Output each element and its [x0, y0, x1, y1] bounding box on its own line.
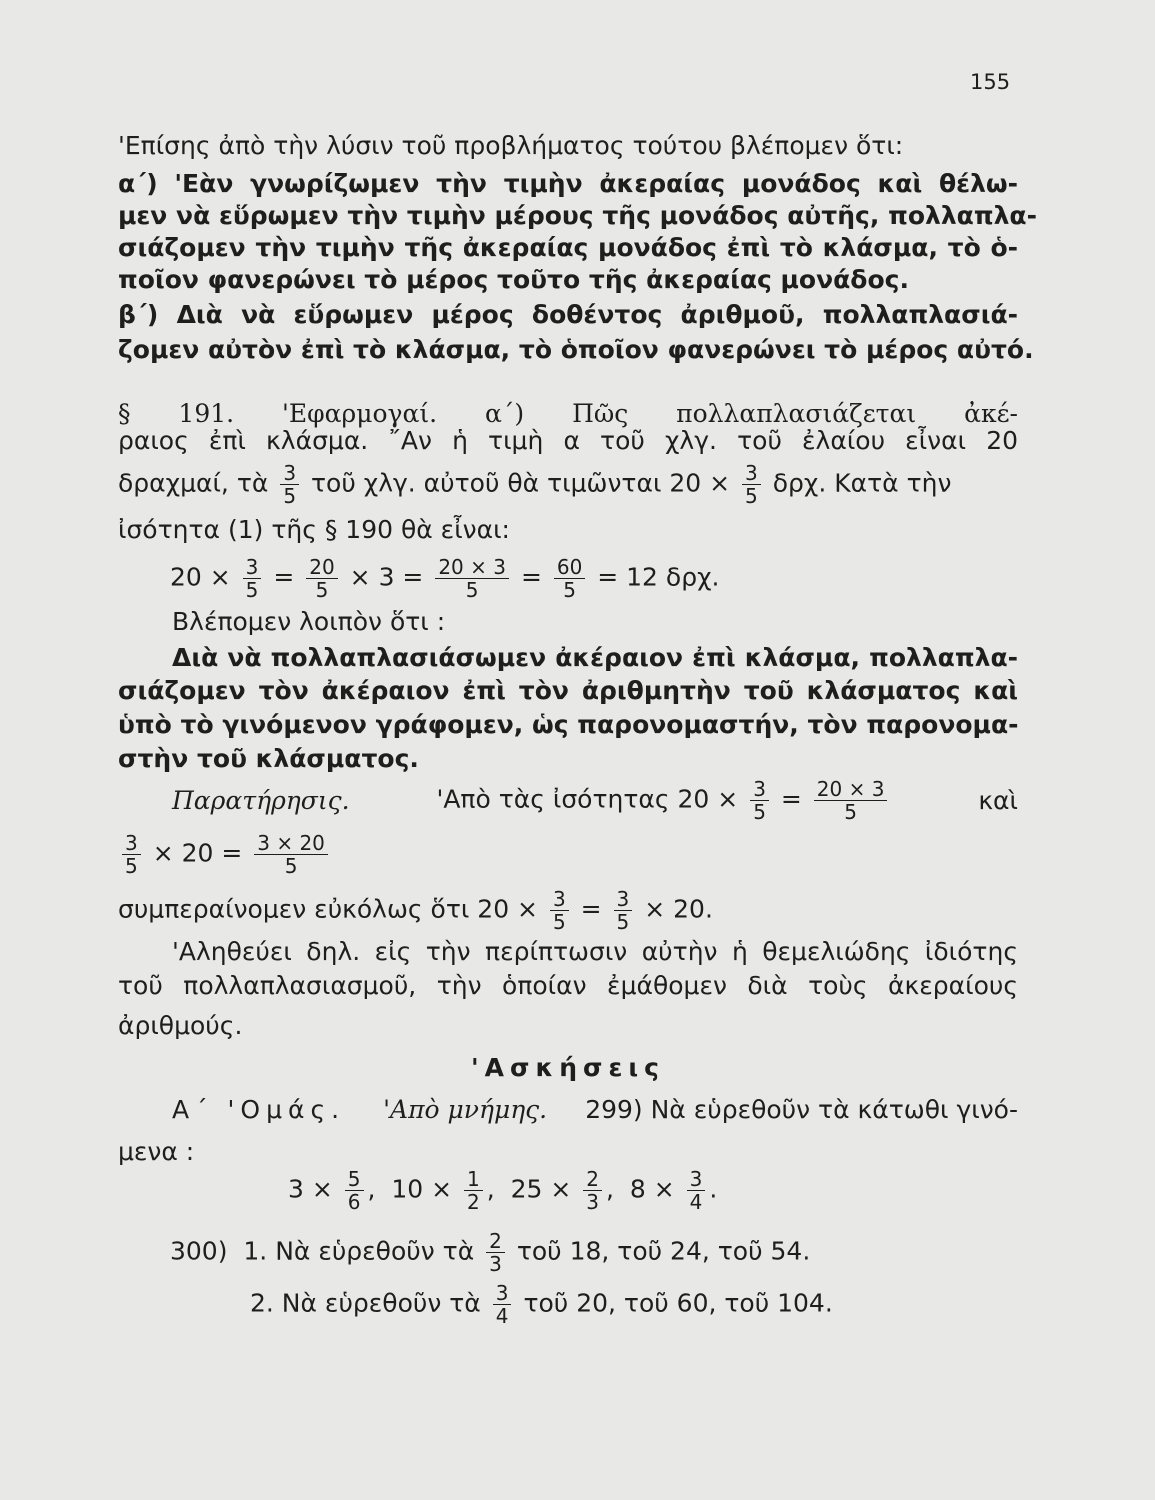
remark-label: Παρατήρησις.	[172, 785, 350, 815]
fraction-three-fifths: $\frac{3}{5}$	[742, 462, 761, 507]
equation-mid: × 3 =	[349, 562, 424, 592]
fraction-twenty-fifths: $\frac{20}{5}$	[306, 556, 337, 601]
section-line-3-a: δραχμαί, τὰ	[118, 468, 269, 498]
equation-main	[170, 556, 1070, 601]
equals-sign: =	[273, 562, 295, 592]
truth-line-3: ἀριθμούς.	[118, 1011, 243, 1040]
remark-line-3: συμπεραίνομεν εὐκόλως ὅτι 20 × $\frac{3}{5}$ = $\frac{3}{5}$ × 20.	[118, 887, 713, 934]
rule-b-line-2: ζομεν αὐτὸν ἐπὶ τὸ κλάσμα, τὸ ὁποῖον φανερώνει τὸ μέρος αὐτό.	[118, 335, 1034, 364]
section-line-3-c: δρχ. Κατὰ τὴν	[772, 468, 952, 498]
section-heading: § 191. 'Εφαρμογαί. α΄) Πῶς πολλαπλασιάζεται ἀκέ-	[118, 399, 1018, 428]
fraction-five-sixths: $\frac{5}{6}$	[345, 1168, 364, 1213]
group-label: Α΄ 'Ομάς.	[172, 1095, 346, 1124]
fraction-two-thirds: $\frac{2}{3}$	[486, 1230, 505, 1275]
section-line-2: ραιος ἐπὶ κλάσμα. ῎Αν ἡ τιμὴ α τοῦ χλγ. τοῦ ἐλαίου εἶναι 20	[118, 426, 1018, 455]
remark-kai: καὶ	[978, 785, 1018, 815]
truth-line-1: 'Αληθεύει δηλ. εἰς τὴν περίπτωσιν αὐτὴν ἡ θεμελιώδης ἰδιότης	[172, 937, 1018, 966]
rule-c-line-1: Διὰ νὰ πολλαπλασιάσωμεν ἀκέραιον ἐπὶ κλάσμα, πολλαπλα-	[172, 643, 1018, 672]
rule-c-line-2: σιάζομεν τὸν ἀκέραιον ἐπὶ τὸν ἀριθμητὴν τοῦ κλάσματος καὶ	[118, 676, 1018, 705]
page-number: 155	[970, 70, 1011, 94]
fraction-three-fifths: $\frac{3}{5}$	[750, 778, 769, 823]
rule-c-line-3: ὑπὸ τὸ γινόμενον γράφομεν, ὡς παρονομαστήν, τὸν παρονομα-	[118, 710, 1019, 739]
rule-a-line-4: ποῖον φανερώνει τὸ μέρος τοῦτο τῆς ἀκεραίας μονάδος.	[118, 265, 909, 294]
fraction-one-half: $\frac{1}{2}$	[464, 1168, 483, 1213]
conclusion-intro: Βλέπομεν λοιπὸν ὅτι :	[172, 607, 446, 636]
equation-end: = 12 δρχ.	[597, 562, 720, 592]
exercise-299-line	[172, 1092, 1018, 1128]
fraction-three-times-twenty-fifths: $\frac{3 \times 20}{5}$	[254, 832, 328, 877]
remark-line-2: $\frac{3}{5}$ × 20 = $\frac{3 \times 20}{5}$	[118, 832, 1018, 877]
section-line-3	[118, 462, 1018, 507]
rule-a-line-2: μεν νὰ εὕρωμεν τὴν τιμὴν μέρους τῆς μονάδος αὐτῆς, πολλαπλα-	[118, 201, 1037, 230]
section-line-3-b: τοῦ χλγ. αὐτοῦ θὰ τιμῶνται 20 ×	[311, 468, 731, 498]
fraction-three-quarters: $\frac{3}{4}$	[687, 1168, 706, 1213]
remark-text: 'Απὸ τὰς ἰσότητας 20 × $\frac{3}{5}$ = $\frac{20 \times 3}{5}$	[436, 778, 891, 823]
fraction-three-quarters: $\frac{3}{4}$	[493, 1282, 512, 1327]
equals-sign: =	[520, 562, 542, 592]
intro-line: 'Επίσης ἀπὸ τὴν λύσιν τοῦ προβλήματος τούτου βλέπομεν ὅτι:	[118, 131, 904, 160]
rule-c-line-4: στὴν τοῦ κλάσματος.	[118, 744, 419, 773]
fraction-sixty-fifths: $\frac{60}{5}$	[554, 556, 585, 601]
exercise-300-number: 300)	[170, 1236, 228, 1266]
products-line: 3 × $\frac{5}{6}$ , 10 × $\frac{1}{2}$ , 25 × $\frac{2}{3}$ , 8 × $\frac{3}{4}$ .	[288, 1167, 718, 1214]
equation-lead: 20 ×	[170, 562, 231, 592]
exercise-299-text: 299) Νὰ εὑρεθοῦν τὰ κάτωθι γινό-	[585, 1095, 1018, 1124]
section-line-4: ἰσότητα (1) τῆς § 190 θὰ εἶναι:	[118, 515, 510, 544]
exercise-299-cont: μενα :	[118, 1137, 195, 1166]
exercise-300-2: 2. Νὰ εὑρεθοῦν τὰ $\frac{3}{4}$ τοῦ 20, τοῦ 60, τοῦ 104.	[250, 1281, 833, 1328]
fraction-three-fifths: $\frac{3}{5}$	[614, 888, 633, 933]
exercise-300-1: 300) 1. Νὰ εὑρεθοῦν τὰ $\frac{2}{3}$ τοῦ 18, τοῦ 24, τοῦ 54.	[170, 1229, 811, 1276]
fraction-twenty-times-three-fifths: $\frac{20 \times 3}{5}$	[435, 556, 509, 601]
fraction-three-fifths: $\frac{3}{5}$	[280, 462, 299, 507]
fraction-two-thirds: $\frac{2}{3}$	[583, 1168, 602, 1213]
fraction-three-fifths: $\frac{3}{5}$	[122, 832, 141, 877]
fraction-twenty-times-three-fifths: $\frac{20 \times 3}{5}$	[814, 778, 888, 823]
rule-b-line-1: β΄) Διὰ νὰ εὕρωμεν μέρος δοθέντος ἀριθμοῦ, πολλαπλασιά-	[118, 300, 1018, 329]
fraction-three-fifths: $\frac{3}{5}$	[550, 888, 569, 933]
group-sub: 'Απὸ μνήμης.	[383, 1095, 548, 1124]
truth-line-2: τοῦ πολλαπλασιασμοῦ, τὴν ὁποίαν ἐμάθομεν διὰ τοὺς ἀκεραίους	[118, 971, 1018, 1000]
fraction-three-fifths: $\frac{3}{5}$	[243, 556, 262, 601]
remark-line-1	[172, 778, 1018, 823]
rule-a-line-3: σιάζομεν τὴν τιμὴν τῆς ἀκεραίας μονάδος ἐπὶ τὸ κλάσμα, τὸ ὁ-	[118, 233, 1018, 262]
rule-a-line-1: α΄) 'Εὰν γνωρίζωμεν τὴν τιμὴν ἀκεραίας μονάδος καὶ θέλω-	[118, 169, 1018, 198]
exercises-heading: 'Ασκήσεις	[471, 1053, 665, 1082]
